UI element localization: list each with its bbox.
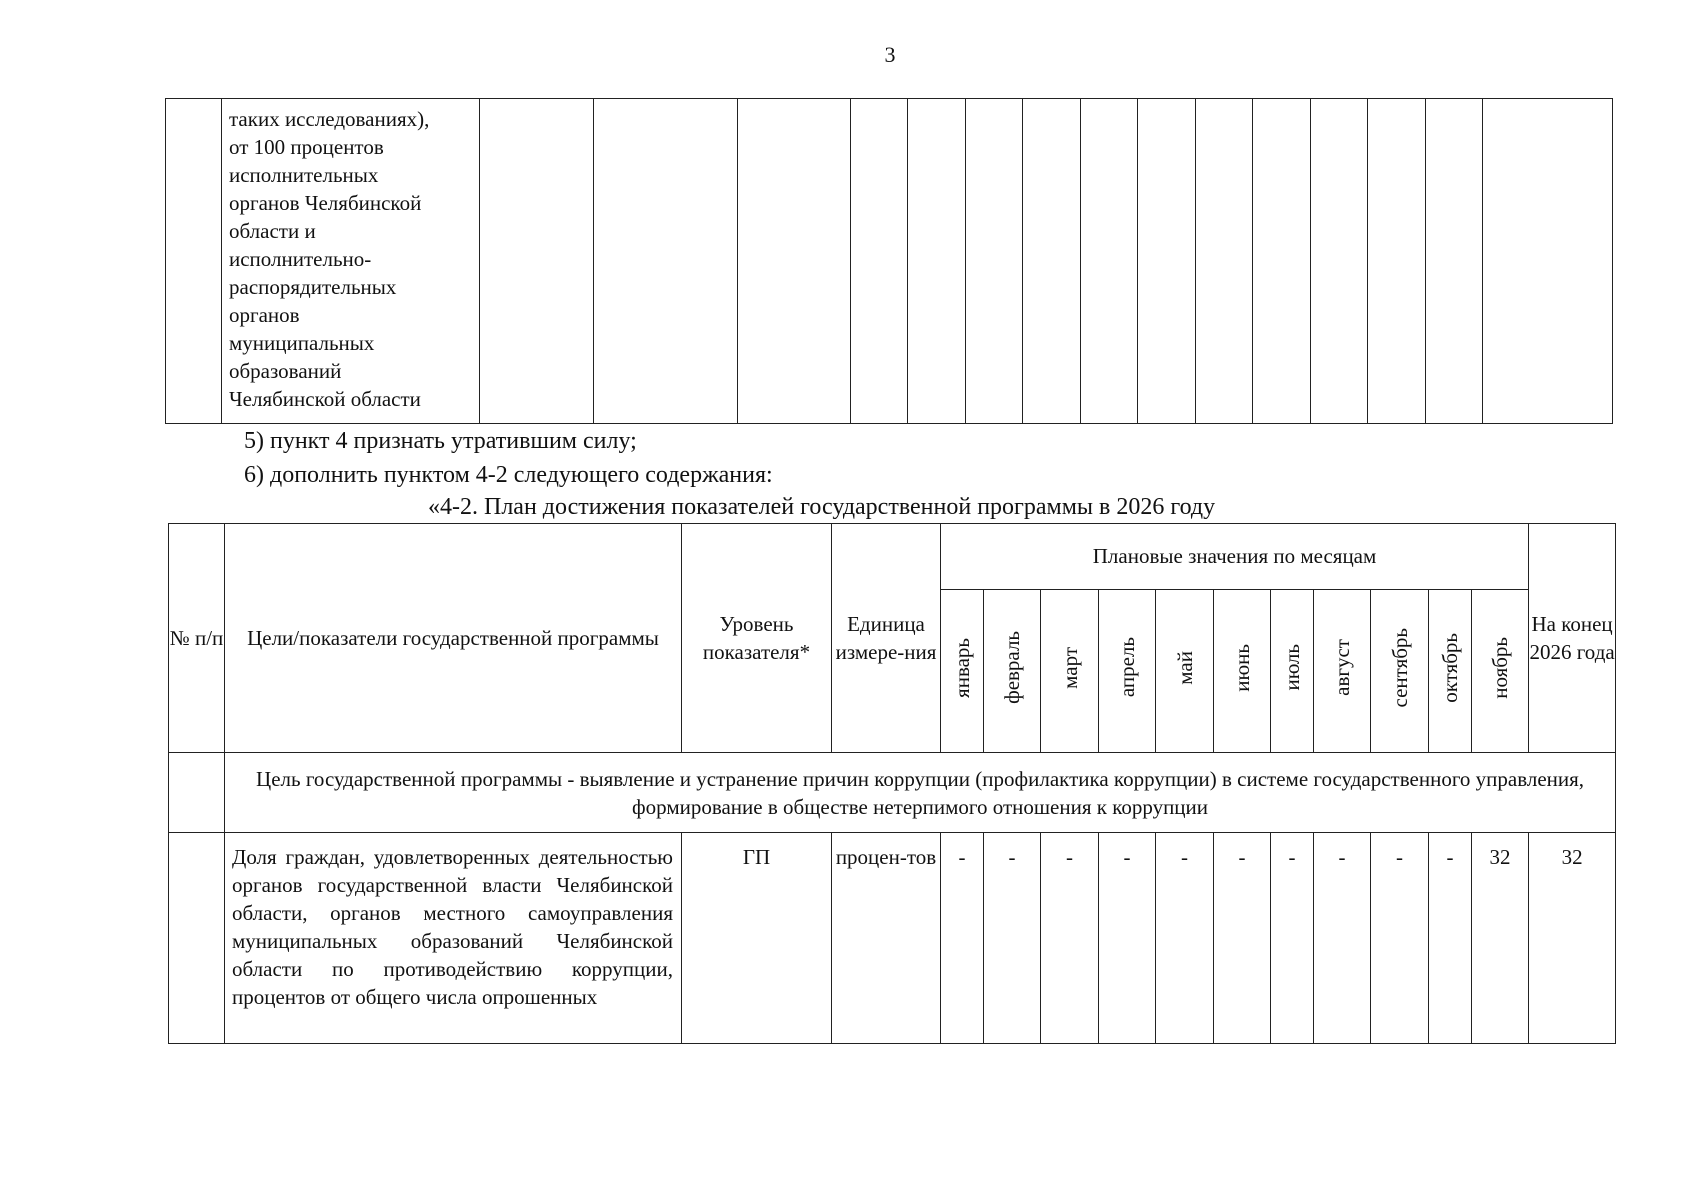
header-goal-indicator: Цели/показатели государственной программы — [225, 524, 682, 753]
indicator-row — [169, 833, 1616, 1044]
continuation-line: области и — [229, 219, 316, 243]
amendment-item-5: 5) пункт 4 признать утратившим силу; — [244, 428, 637, 454]
month-label: сентябрь — [1387, 627, 1412, 708]
empty-cell — [1253, 99, 1311, 424]
continuation-row — [166, 99, 1613, 424]
empty-cell — [1138, 99, 1196, 424]
indicator-num — [169, 833, 225, 1044]
indicator-year-end: 32 — [1529, 833, 1616, 1044]
header-num: № п/п — [169, 524, 225, 753]
empty-cell — [1483, 99, 1613, 424]
goal-text: Цель государственной программы - выявление и устранение причин коррупции (профилактика коррупции) в системе государственного управления, формирование в обществе нетерпимого отношения к коррупции — [225, 753, 1616, 833]
month-label: апрель — [1115, 637, 1139, 698]
month-label: октябрь — [1438, 632, 1462, 703]
goal-row — [169, 753, 1616, 833]
indicator-value-february: - — [984, 833, 1041, 1044]
indicator-value-may: - — [1156, 833, 1214, 1044]
empty-cell — [1311, 99, 1368, 424]
month-header-january — [941, 589, 984, 752]
empty-cell — [1081, 99, 1138, 424]
empty-cell — [1368, 99, 1426, 424]
month-header-february — [984, 589, 1041, 752]
month-header-september — [1371, 589, 1429, 752]
indicator-value-april: - — [1099, 833, 1156, 1044]
amendment-item-6: 6) дополнить пунктом 4-2 следующего содержания: — [244, 462, 773, 488]
continuation-line: исполнительных — [229, 163, 379, 187]
indicator-value-august: - — [1314, 833, 1371, 1044]
header-level: Уровень показателя* — [682, 524, 832, 753]
continuation-line: исполнительно- — [229, 247, 372, 271]
continuation-line: органов Челябинской — [229, 191, 422, 215]
empty-cell — [738, 99, 851, 424]
month-header-april — [1099, 589, 1156, 752]
continuation-text — [222, 99, 479, 413]
continuation-text-cell — [222, 99, 480, 424]
month-label: ноябрь — [1488, 636, 1513, 699]
indicator-value-july: - — [1271, 833, 1314, 1044]
header-unit: Единица измере-ния — [832, 524, 941, 753]
continuation-line: таких исследованиях), — [229, 107, 430, 131]
empty-cell — [1196, 99, 1253, 424]
section-heading: «4-2. План достижения показателей государственной программы в 2026 году — [428, 494, 1216, 520]
empty-cell — [851, 99, 908, 424]
empty-cell — [1023, 99, 1081, 424]
continuation-line: образований — [229, 359, 342, 383]
month-header-august — [1314, 589, 1371, 752]
month-label: июль — [1280, 644, 1304, 691]
indicator-value-june: - — [1214, 833, 1271, 1044]
month-header-november — [1472, 589, 1529, 752]
month-header-may — [1156, 589, 1214, 752]
empty-cell — [1426, 99, 1483, 424]
indicator-name: Доля граждан, удовлетворенных деятельностью органов государственной власти Челябинской области, органов местного самоуправления муниципальных образований Челябинской области по противодействию коррупции, процентов от общего числа опрошенных — [225, 833, 682, 1044]
month-header-june — [1214, 589, 1271, 752]
month-label: январь — [950, 637, 974, 698]
goal-num-cell — [169, 753, 225, 833]
indicator-value-october: - — [1429, 833, 1472, 1044]
month-header-march — [1041, 589, 1099, 752]
header-row — [169, 524, 1616, 590]
month-header-july — [1271, 589, 1314, 752]
month-header-october — [1429, 589, 1472, 752]
continuation-line: муниципальных — [229, 331, 375, 355]
month-label: февраль — [1000, 631, 1024, 704]
page-number: 3 — [884, 42, 896, 67]
continuation-num-cell — [166, 99, 222, 424]
plan-table — [168, 523, 1616, 1044]
month-label: март — [1057, 646, 1082, 689]
continuation-line: от 100 процентов — [229, 135, 384, 159]
indicator-value-september: - — [1371, 833, 1429, 1044]
continuation-line: Челябинской области — [229, 387, 421, 411]
continuation-line: органов — [229, 303, 300, 327]
indicator-unit: процен-тов — [832, 833, 941, 1044]
continuation-line: распорядительных — [229, 275, 397, 299]
empty-cell — [594, 99, 738, 424]
continuation-table — [165, 98, 1613, 424]
header-months-group: Плановые значения по месяцам — [941, 524, 1529, 590]
indicator-level: ГП — [682, 833, 832, 1044]
header-year-end: На конец 2026 года — [1529, 524, 1616, 753]
indicator-value-november: 32 — [1472, 833, 1529, 1044]
month-label: июнь — [1230, 643, 1254, 692]
indicator-value-january: - — [941, 833, 984, 1044]
month-label: август — [1330, 639, 1354, 696]
month-label: май — [1172, 650, 1197, 685]
indicator-value-march: - — [1041, 833, 1099, 1044]
empty-cell — [908, 99, 966, 424]
empty-cell — [966, 99, 1023, 424]
empty-cell — [480, 99, 594, 424]
